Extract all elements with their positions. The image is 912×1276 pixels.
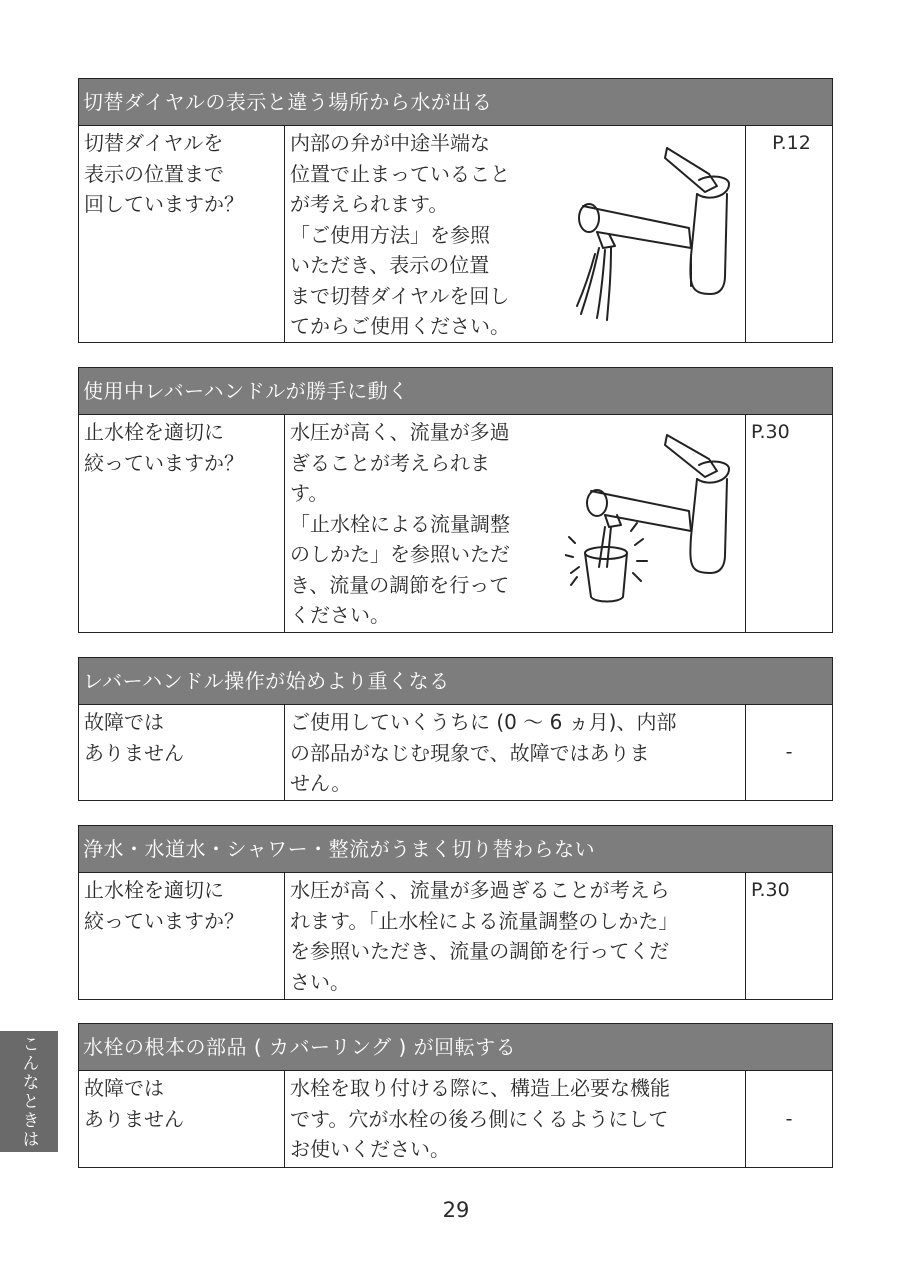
cause-cell: 止水栓を適切に 絞っていますか？ [79, 873, 285, 999]
trouble-section-4 [78, 825, 833, 1000]
cause-cell: 故障では ありません [79, 1071, 285, 1167]
page-reference: P.12 [772, 132, 811, 154]
cause-cell: 故障では ありません [79, 705, 285, 800]
remedy-cell: 水圧が高く、流量が多過ぎることが考えら れます。「止水栓による流量調整のしかた」 を参照いただき、流量の調節を行ってくだ さい。 [285, 873, 746, 999]
remedy-cell: 水圧が高く、流量が多過 ぎることが考えられま す。 「止水栓による流量調整 のしかた」を参照いただ き、流量の調節を行って ください。 [285, 415, 746, 632]
faucet-water-splash-icon [569, 136, 739, 326]
page-reference: P.30 [751, 879, 790, 901]
page-number: 29 [442, 1198, 470, 1222]
page-reference: - [785, 1107, 793, 1130]
trouble-section-1 [78, 78, 833, 343]
section-title: 水栓の根本の部品 ( カバーリング ) が回転する [79, 1024, 832, 1071]
remedy-cell: ご使用していくうちに (0 〜 6 ヵ月)、内部 の部品がなじむ現象で、故障ではありま せん。 [285, 705, 746, 800]
remedy-cell: 水栓を取り付ける際に、構造上必要な機能 です。穴が水栓の後ろ側にくるようにして お使いください。 [285, 1071, 746, 1167]
trouble-section-3 [78, 657, 833, 801]
side-index-tab: こんなときは [0, 1031, 58, 1152]
cause-cell: 切替ダイヤルを 表示の位置まで 回していますか？ [79, 126, 285, 342]
section-title: 切替ダイヤルの表示と違う場所から水が出る [79, 79, 832, 126]
faucet-glass-overflow-icon [565, 427, 740, 612]
page-reference: - [785, 741, 793, 764]
cause-cell: 止水栓を適切に 絞っていますか？ [79, 415, 285, 632]
trouble-section-2 [78, 367, 833, 633]
section-title: 使用中レバーハンドルが勝手に動く [79, 368, 832, 415]
remedy-cell: 内部の弁が中途半端な 位置で止まっていること が考えられます。 「ご使用方法」を参照 いただき、表示の位置 まで切替ダイヤルを回し てからご使用ください。 [285, 126, 746, 342]
page-reference: P.30 [751, 421, 790, 443]
section-title: レバーハンドル操作が始めより重くなる [79, 658, 832, 705]
section-title: 浄水・水道水・シャワー・整流がうまく切り替わらない [79, 826, 832, 873]
trouble-section-5 [78, 1023, 833, 1168]
